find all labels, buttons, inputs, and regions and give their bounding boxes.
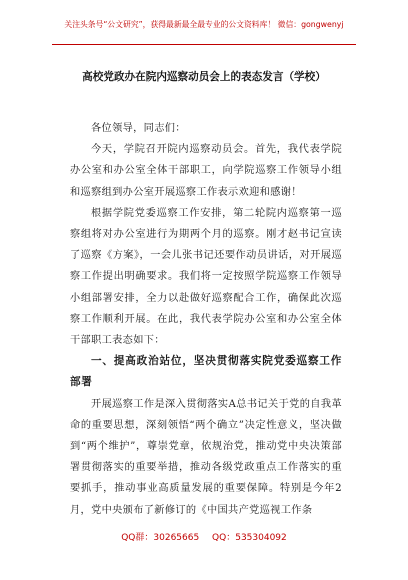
paragraph-arrangement: 根据学院党委巡察工作安排，第二轮院内巡察第一巡察组将对办公室进行为期两个月的巡察。刚才赵书记宣读了巡察《方案》，一会儿张书记还要作动员讲话，对开展巡察工作提出明确要求。我们将一定按照学院巡察工作领导小组部署安排，全力以赴做好巡察配合工作，确保此次巡察工作顺利开展。在此，我代表学院办公室和办公室全体干部职工表态如下： (70, 207, 342, 347)
footer-contact: QQ群：30265665 QQ：535304092 (121, 533, 287, 543)
section-paragraph: 开展巡察工作是深入贯彻落实A总书记关于党的自我革命的重要思想，深刻领悟“两个确立”决定性意义，坚决做到“两个维护”，尊崇党章，依规治党，推动党中央决策部署贯彻落实的重要举措，推动各级党政重点工作落实的重要抓手，推动事业高质量发展的重要保障。特别是今年2月，党中央颁布了新修订的《中国共产党巡视工作条 (70, 398, 342, 516)
header-divider (52, 44, 356, 45)
document-body (70, 118, 342, 521)
header-banner: 关注头条号“公文研究”，获得最新最全最专业的公文资料库！ 微信：gongwenyj (64, 20, 344, 29)
document-title: 高校党政办在院内巡察动员会上的表态发言（学校） (82, 71, 326, 83)
paragraph-opening: 今天，学院召开院内巡察动员会。首先，我代表学院办公室和办公室全体干部职工，向学院巡察工作领导小组和巡察组到办公室开展巡察工作表示欢迎和感谢！ (70, 144, 342, 198)
greeting: 各位领导，同志们： (91, 123, 186, 134)
section-heading: 一、提高政治站位，坚决贯彻落实院党委巡察工作部署 (70, 355, 342, 389)
